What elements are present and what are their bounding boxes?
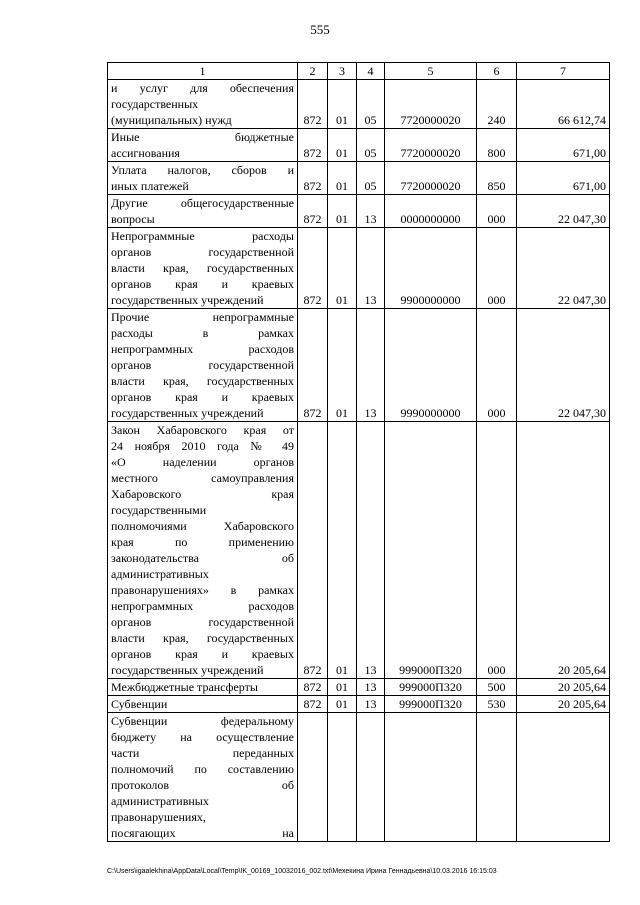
amount-cell: 22 047,30 (517, 228, 610, 309)
expense-name-line: административных (111, 567, 209, 581)
target-article-cell: 7720000020 (385, 162, 477, 195)
expense-name-cell (108, 129, 298, 162)
subsection-code-cell: 05 (357, 162, 385, 195)
table-row (108, 309, 610, 422)
table-row (108, 162, 610, 195)
expense-name-line: государственных (111, 97, 199, 111)
subsection-code-cell: 13 (357, 422, 385, 679)
header-cell: 6 (477, 63, 517, 80)
expense-type-cell: 240 (477, 80, 517, 129)
target-article-cell: 9900000000 (385, 228, 477, 309)
header-cell: 5 (385, 63, 477, 80)
expense-type-cell: 000 (477, 228, 517, 309)
expense-name-line: законодательства об (111, 551, 294, 565)
expense-name-line: правонарушениях» в рамках (111, 583, 294, 597)
amount-cell: 671,00 (517, 129, 610, 162)
expense-name-line: органов края и краевых (111, 277, 294, 291)
admin-code-cell: 872 (298, 696, 328, 713)
expense-name-line: местного самоуправления (111, 471, 294, 485)
expense-name-line: Другие общегосударственные (111, 196, 294, 210)
expense-type-cell: 850 (477, 162, 517, 195)
table-body (108, 80, 610, 842)
expense-name-cell (108, 422, 298, 679)
table-row (108, 713, 610, 842)
expense-name-cell (108, 195, 298, 228)
section-code-cell: 01 (328, 696, 357, 713)
expense-type-cell: 000 (477, 195, 517, 228)
target-article-cell: 999000П320 (385, 679, 477, 696)
expense-name-cell (108, 162, 298, 195)
section-code-cell: 01 (328, 80, 357, 129)
expense-name-line: Уплата налогов, сборов и (111, 163, 294, 177)
target-article-cell (385, 713, 477, 842)
header-cell: 2 (298, 63, 328, 80)
expense-name-line: протоколов об (111, 778, 294, 792)
expense-name-line: ассигнования (111, 146, 180, 160)
amount-cell (517, 713, 610, 842)
expense-name-line: и услуг для обеспечения (111, 81, 294, 95)
target-article-cell: 0000000000 (385, 195, 477, 228)
subsection-code-cell: 13 (357, 228, 385, 309)
expense-name-line: расходы в рамках (111, 326, 294, 340)
expense-name-line: (муниципальных) нужд (111, 113, 232, 127)
section-code-cell: 01 (328, 422, 357, 679)
section-code-cell: 01 (328, 679, 357, 696)
admin-code-cell: 872 (298, 195, 328, 228)
table-row (108, 80, 610, 129)
expense-name-line: власти края, государственных (111, 261, 294, 275)
amount-cell: 20 205,64 (517, 422, 610, 679)
expense-name-cell (108, 228, 298, 309)
expense-name-line: Хабаровского края (111, 487, 294, 501)
admin-code-cell (298, 713, 328, 842)
admin-code-cell: 872 (298, 80, 328, 129)
expense-name-cell (108, 309, 298, 422)
amount-cell: 66 612,74 (517, 80, 610, 129)
subsection-code-cell: 05 (357, 80, 385, 129)
table-row (108, 228, 610, 309)
expense-name-line: органов государственной (111, 358, 294, 372)
admin-code-cell: 872 (298, 422, 328, 679)
admin-code-cell: 872 (298, 309, 328, 422)
header-row (108, 63, 610, 80)
expense-name-line: государственными (111, 503, 207, 517)
header-cell: 3 (328, 63, 357, 80)
expense-name-line: правонарушениях, (111, 810, 206, 824)
expense-type-cell: 000 (477, 309, 517, 422)
expense-name-cell (108, 713, 298, 842)
expense-name-line: полномочий по составлению (111, 762, 294, 776)
expense-name-line: 24 ноября 2010 года № 49 (111, 439, 294, 453)
target-article-cell: 9990000000 (385, 309, 477, 422)
expense-name-line: органов государственной (111, 245, 294, 259)
expense-name-line: Межбюджетные трансферты (111, 680, 258, 694)
expense-name-line: Прочие непрограммные (111, 310, 294, 324)
section-code-cell: 01 (328, 309, 357, 422)
target-article-cell: 999000П320 (385, 696, 477, 713)
expense-name-line: иных платежей (111, 179, 189, 193)
admin-code-cell: 872 (298, 129, 328, 162)
expense-name-line: государственных учреждений (111, 406, 264, 420)
amount-cell: 22 047,30 (517, 195, 610, 228)
amount-cell: 20 205,64 (517, 679, 610, 696)
expense-name-line: вопросы (111, 212, 155, 226)
expense-type-cell (477, 713, 517, 842)
admin-code-cell: 872 (298, 679, 328, 696)
subsection-code-cell: 13 (357, 679, 385, 696)
subsection-code-cell: 13 (357, 309, 385, 422)
target-article-cell: 999000П320 (385, 422, 477, 679)
table-row (108, 129, 610, 162)
subsection-code-cell: 13 (357, 195, 385, 228)
table-row (108, 696, 610, 713)
admin-code-cell: 872 (298, 228, 328, 309)
table-row (108, 195, 610, 228)
target-article-cell: 7720000020 (385, 80, 477, 129)
section-code-cell (328, 713, 357, 842)
expense-name-line: Закон Хабаровского края от (111, 423, 294, 437)
header-cell: 4 (357, 63, 385, 80)
expense-name-line: непрограммных расходов (111, 599, 294, 613)
expense-name-line: «О наделении органов (111, 455, 294, 469)
expense-name-line: Иные бюджетные (111, 130, 294, 144)
table-row (108, 679, 610, 696)
section-code-cell: 01 (328, 129, 357, 162)
expense-type-cell: 000 (477, 422, 517, 679)
expense-name-line: Субвенции федеральному (111, 714, 294, 728)
header-cell: 7 (517, 63, 610, 80)
expense-type-cell: 530 (477, 696, 517, 713)
expense-name-line: края по применению (111, 535, 294, 549)
expense-name-line: полномочиями Хабаровского (111, 519, 294, 533)
expense-name-line: государственных учреждений (111, 663, 264, 677)
expense-name-line: Непрограммные расходы (111, 229, 294, 243)
subsection-code-cell (357, 713, 385, 842)
expense-name-line: посягающих на (111, 826, 294, 840)
section-code-cell: 01 (328, 162, 357, 195)
expense-name-line: бюджету на осуществление (111, 730, 294, 744)
expense-name-cell (108, 696, 298, 713)
expense-name-line: непрограммных расходов (111, 342, 294, 356)
table-row (108, 422, 610, 679)
target-article-cell: 7720000020 (385, 129, 477, 162)
admin-code-cell: 872 (298, 162, 328, 195)
expense-name-cell (108, 679, 298, 696)
amount-cell: 671,00 (517, 162, 610, 195)
expense-type-cell: 500 (477, 679, 517, 696)
expense-name-line: власти края, государственных (111, 374, 294, 388)
expense-name-cell (108, 80, 298, 129)
expense-name-line: органов государственной (111, 615, 294, 629)
expense-name-line: части переданных (111, 746, 294, 760)
expense-name-line: органов края и краевых (111, 647, 294, 661)
page-number: 555 (310, 22, 330, 37)
amount-cell: 22 047,30 (517, 309, 610, 422)
subsection-code-cell: 05 (357, 129, 385, 162)
section-code-cell: 01 (328, 228, 357, 309)
expense-type-cell: 800 (477, 129, 517, 162)
amount-cell: 20 205,64 (517, 696, 610, 713)
expense-name-line: государственных учреждений (111, 293, 264, 307)
expense-name-line: органов края и краевых (111, 390, 294, 404)
file-path-footer: C:\Users\igaalekhina\AppData\Local\Temp\IK_00169_10032016_002.txt\Мехекина Ирина Геннадьевна\10.03.2016 16:15:03 (107, 868, 497, 875)
expense-name-line: Субвенции (111, 697, 168, 711)
subsection-code-cell: 13 (357, 696, 385, 713)
budget-table (107, 62, 610, 842)
section-code-cell: 01 (328, 195, 357, 228)
header-cell: 1 (108, 63, 298, 80)
expense-name-line: административных (111, 794, 209, 808)
expense-name-line: власти края, государственных (111, 631, 294, 645)
